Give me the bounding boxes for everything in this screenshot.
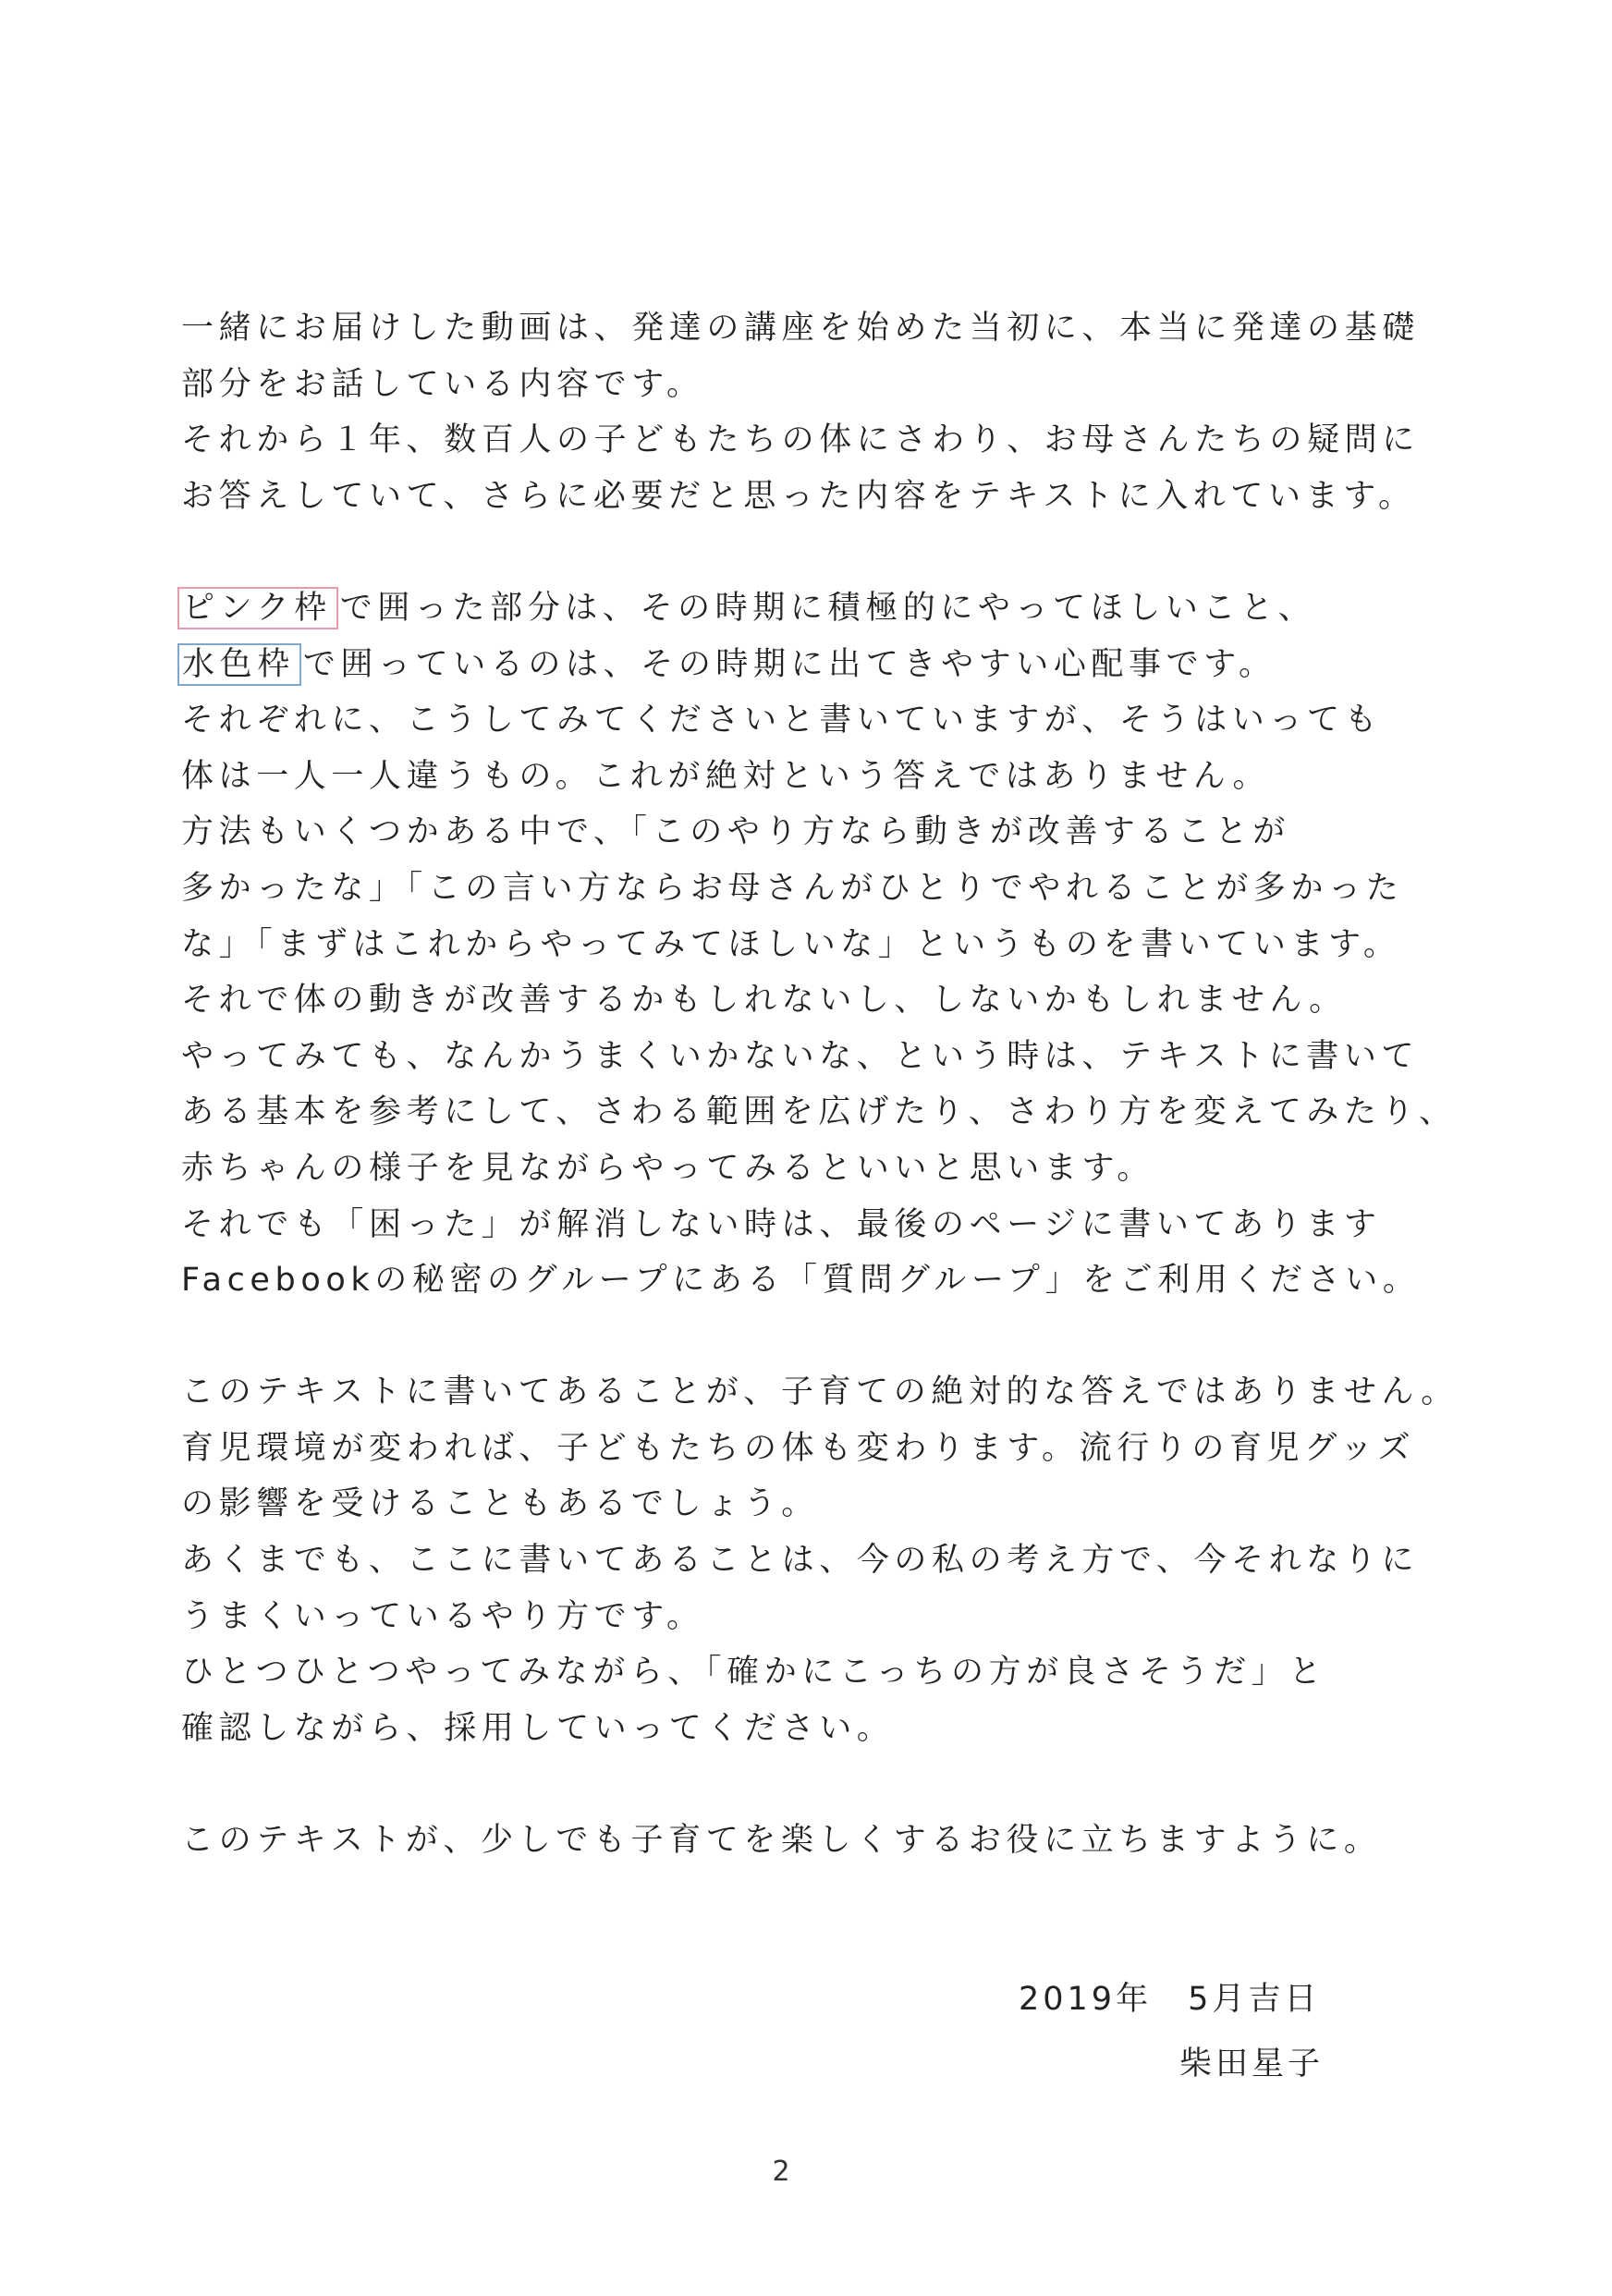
text-line <box>181 637 1475 693</box>
text-line: な」「まずはこれからやってみてほしいな」というものを書いています。 <box>181 925 1401 963</box>
text-line: お答えしていて、さらに必要だと思った内容をテキストに入れています。 <box>181 477 1416 515</box>
text-line: 赤ちゃんの様子を見ながらやってみるといいと思います。 <box>181 1149 1154 1187</box>
signature-author: 柴田星子 <box>1179 2046 1325 2082</box>
text-line: ある基本を参考にして、さわる範囲を広げたり、さわり方を変えてみたり、 <box>181 1093 1457 1131</box>
text-line: それで体の動きが改善するかもしれないし、しないかもしれません。 <box>181 982 1347 1020</box>
paragraph-disclaimer <box>181 1364 1475 1756</box>
text-segment: で囲った部分は、その時期に積極的にやってほしいこと、 <box>339 589 1316 627</box>
signature-date: 2019年 5月吉日 <box>1019 1981 1321 2018</box>
text-line: 確認しながら、採用していってください。 <box>181 1709 895 1747</box>
text-line: 部分をお話している内容です。 <box>181 365 704 403</box>
text-line: やってみても、なんかうまくいかないな、という時は、テキストに書いて <box>181 1037 1420 1075</box>
text-line: 育児環境が変われば、子どもたちの体も変わります。流行りの育児グッズ <box>181 1429 1416 1467</box>
text-line: それから１年、数百人の子どもたちの体にさわり、お母さんたちの疑問に <box>181 421 1420 459</box>
text-line: あくまでも、ここに書いてあることは、今の私の考え方で、今それなりに <box>181 1542 1420 1580</box>
text-line: それぞれに、こうしてみてくださいと書いていますが、そうはいっても <box>181 702 1383 739</box>
paragraph-intro <box>181 300 1475 524</box>
text-line <box>181 580 1475 637</box>
blue-frame-label: 水色枠 <box>177 643 301 686</box>
text-line: 方法もいくつかある中で、「このやり方なら動きが改善することが <box>181 813 1290 851</box>
text-line: 多かったな」「この言い方ならお母さんがひとりでやれることが多かった <box>181 869 1404 907</box>
body-text <box>181 300 1475 1869</box>
paragraph-closing <box>181 1813 1475 1869</box>
text-line: の影響を受けることもあるでしょう。 <box>181 1485 819 1523</box>
text-line: それでも「困った」が解消しない時は、最後のページに書いてあります <box>181 1205 1382 1243</box>
paragraph-frames <box>181 580 1475 1309</box>
text-segment: で囲っているのは、その時期に出てきやすい心配事です。 <box>302 645 1276 683</box>
text-line: 体は一人一人違うもの。これが絶対という答えではありません。 <box>181 757 1271 795</box>
paragraph-spacer <box>181 524 1475 580</box>
paragraph-spacer <box>181 1309 1475 1365</box>
text-line: Facebookの秘密のグループにある「質問グループ」をご利用ください。 <box>181 1262 1421 1300</box>
pink-frame-label: ピンク枠 <box>177 587 338 629</box>
text-line: ひとつひとつやってみながら、「確かにこっちの方が良さそうだ」と <box>181 1654 1327 1691</box>
paragraph-spacer <box>181 1756 1475 1813</box>
text-line: このテキストが、少しでも子育てを楽しくするお役に立ちますように。 <box>181 1822 1382 1860</box>
text-line: 一緒にお届けした動画は、発達の講座を始めた当初に、本当に発達の基礎 <box>181 310 1420 347</box>
page-number: 2 <box>772 2156 790 2188</box>
text-line: うまくいっているやり方です。 <box>181 1597 704 1635</box>
text-line: このテキストに書いてあることが、子育ての絶対的な答えではありません。 <box>181 1374 1459 1411</box>
